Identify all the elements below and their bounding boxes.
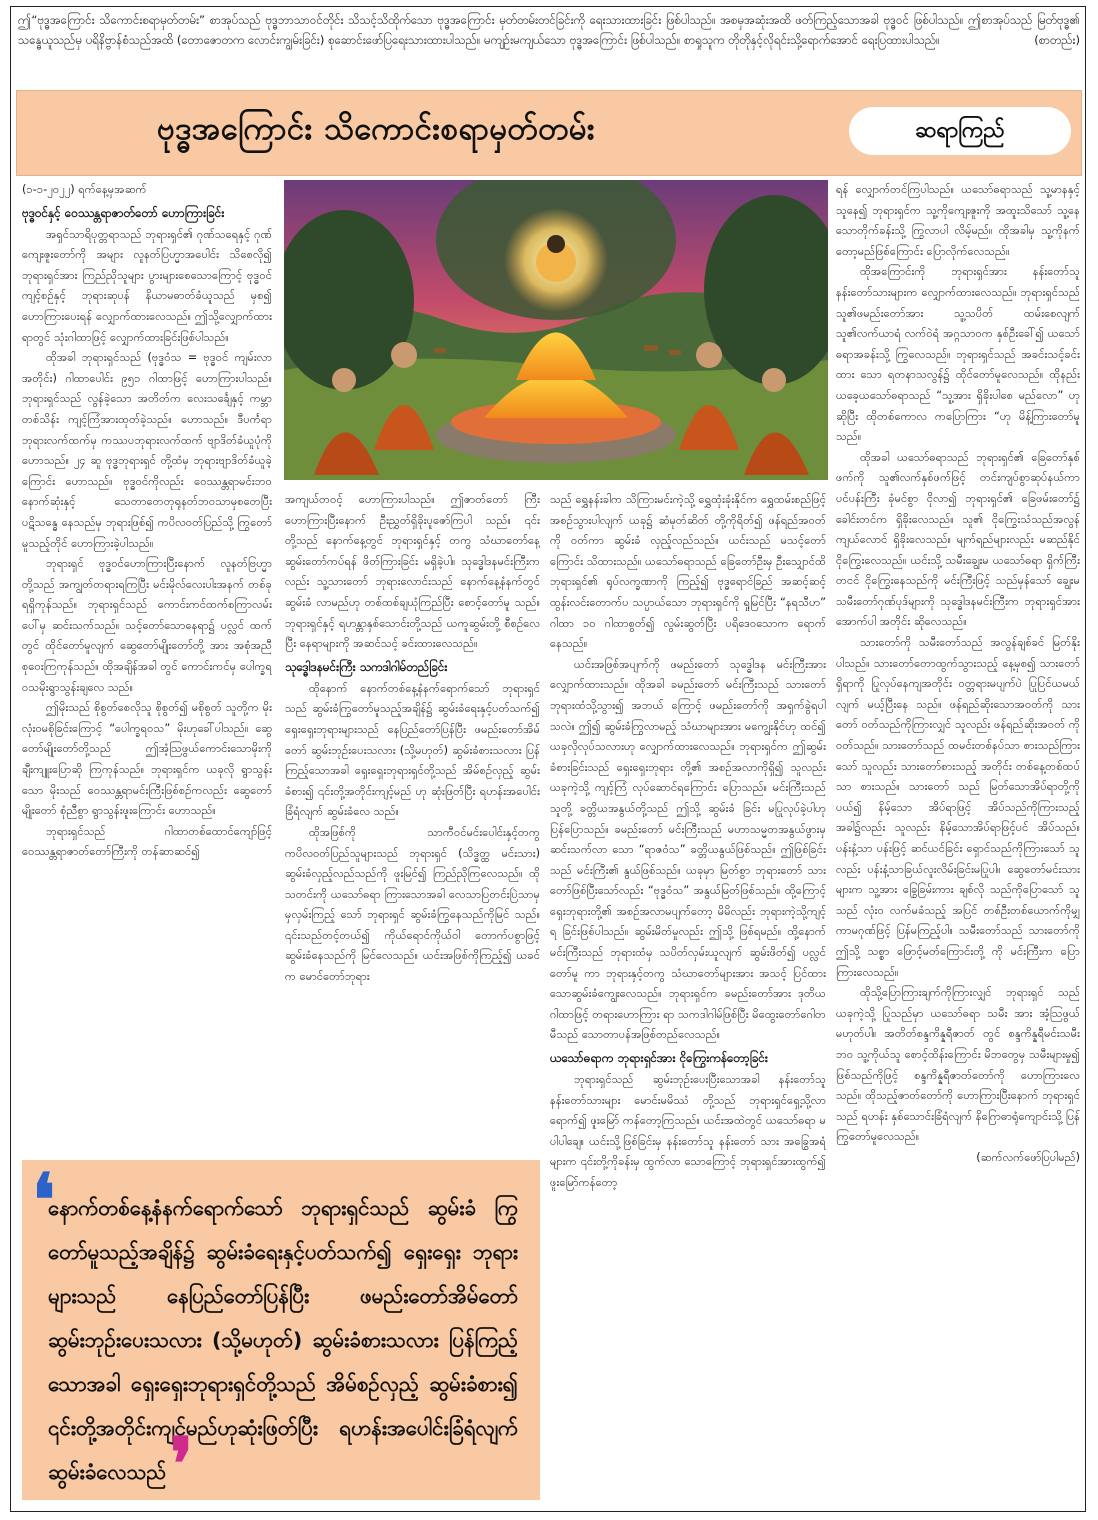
painting-illustration [284, 180, 828, 480]
author-badge [849, 107, 1071, 155]
paragraph: ရန် လျှောက်တင်ကြပါသည်။ ယသော်ဓရာသည် သူ့မာနနှင့်သူနေ၍ ဘုရားရှင်က သူ့ကိုကျေးဇူးကို အထူးသိသော် သူ့နေသောတိုက်ခန်းသို့ ကြွလာပါ လိမ့်မည်။ ထိုအခါမှ သူ့ကိုနက်တော့မည်ဖြစ်ကြောင်း ပြောလိုက်လေသည်။ [836, 183, 1080, 258]
column-3 [550, 490, 826, 1500]
paragraph: ထိုအဖြစ်ကို သာကီဝင်မင်းပေါင်းနှင့်တကွ ကပိလဝတ်ပြည်သူများသည် ဘုရားရှင် (သိဒ္ဓတ္ထ မင်းသား) ဆွမ်းခံလှည့်လည်သည်ကို ဖူးမြင်၍ ကြည်ညိုကြလေသည်။ ထိုသတင်းကို ယသော်ဓရာ ကြားသောအခါ လေသာပြတင်းပြဲသာမှမှလှမ်းကြည့် သော် ဘုရားရှင် ဆွမ်းခံကြွနေသည်ကိုမြင် သည်။ ၎င်းသည်တင့်တယ်၍ ကိုယ်ရောင်ကိုယ်ဝါ တောက်ပစွာဖြင့် ဆွမ်းခံနေသည်ကို မြင်လေသည်။ ယင်းအဖြစ်ကိုကြည့်၍ ယခင်က မောင်တော်ဘုရား [285, 825, 540, 984]
open-quote-icon: ❛ [32, 1157, 56, 1242]
section-heading: ဗုဒ္ဓဝင်နှင့် ဝေဿန္တရာဇာတ်တော် ဟောကြားခြင်း [22, 205, 225, 220]
intro-paragraph [18, 10, 1080, 50]
paragraph: ယင်းအဖြစ်အပျက်ကို ဖမည်းတော် သုဒ္ဓေါဒန မင်းကြီးအား လျှောက်ထားသည်။ ထိုအခါ ခမည်းတော် မင်းကြီးသည် သားတော်ဘုရားထံသို့သွား၍ အဘယ် ကြောင့် ဖမည်းတော်ကို အရှက်ခွဲရပါသလဲ။ ဤ၍ ဆွမ်းခံကြွလာမည့် သံဃာများအား မကျွေးနိုင်ဟု ထင်၍ ယခုလိုလုပ်သလားဟု လျှောက်ထားလေသည်။ ဘုရားရှင်က ဤဆွမ်းခံစားခြင်းသည် ရှေးရှေးဘုရား တို့၏ အစဉ်အလာကိုရှိ၍ သူလည်း ယခုကဲ့သို့ ကျင့်ကြံ လုပ်ဆောင်ရကြောင်း ပြောသည်။ မင်းကြီးသည် သူတို့ ခတ္တိယအနွယ်တို့သည် ဤသို့ ဆွမ်းခံ ခြင်း မပြုလုပ်ခဲ့ပါဟု ပြန်ပြောသည်။ ခမည်းတော် မင်းကြီးသည် မဟာသမ္မတအနွယ်ဖွားမှ ဆင်းသက်လာ သော “ရာဇဝံသ” ခတ္တိယနွယ်ဖြစ်သည်။ ဤဖြစ်ခြင်း သည် မင်းကြီး၏ နွယ်ဖြစ်သည်။ ယခုမှာ မြတ်စွာ ဘုရားတော် သားတော်ဖြစ်ပြီးသော်လည်း “ဗုဒ္ဓဝံသ” အနွယ်မြတ်ဖြစ်သည်။ ထို့ကြောင့် ရှေးဘုရားတို့၏ အစဉ်အလာမပျက်တော့ မိမိလည်း ဘုရားကဲ့သို့ကျင့်ရ ခြင်းဖြစ်ပါသည်။ ဆွမ်းမိတ်မှုလည်း ဤသို့ ဖြစ်ရမည်။ ထို့နောက် မင်းကြီးသည် ဘုရားထံမှ သပိတ်လှမ်းယူလျက် ဆွမ်းဖိတ်၍ ပလ္လင်တော်မူ ကာ ဘုရားနှင့်တကွ သံဃာတော်များအား အသင့် ပြင်ထားသောဆွမ်းခံကျွေးလေသည်။ ဘုရားရှင်က ခမည်းတော်အား ဒုတိယဂါထာဖြင့် တရားဟောကြား ရာ သကဒါဂါမ်ဖြစ်ပြီး မိထွေးတော်ဂေါတမီသည် သောတာပန်အဖြစ်တည်လေသည်။ [550, 657, 826, 1042]
paragraph: ထိုအခါ ယသော်ဓရာသည် ဘုရားရှင်၏ ခြေတော်နှစ်ဖက်ကို သူ၏လက်နှစ်ဖက်ဖြင့် တင်းကျပ်စွာဆုပ်နယ်ကာ ပင်ပန်းကြီး ခုံမင်စွာ ငိုလာ၍ ဘုရားရှင်၏ ခြေဖမ်းတော်၌ ခေါင်းတင်က ရှိခိုးလေသည်။ သူ၏ ငိုကြွေးသံသည်အလွန်ကျယ်လောင် ရှိခိုးလေသည်။ မျက်ရည်များလည်း မဆည်နိုင် ငိုကြွေးလေသည်။ ယင်းသို့ သမီးချွေးမ ယသော်ဓရာ ရှိက်ကြီးတငင် ငိုကြွေးနေသည်ကို မင်းကြီးဖြင့် သည်မှန်သော် ချွေးမသမီးတော်ဂုဏ်ပုဒ်များကို သုဒ္ဓေါဒနမင်းကြီးက ဘုရားရှင်အား အောက်ပါ အတိုင်း ဆိုလေသည်။ [836, 450, 1080, 629]
paragraph: ဤမိုးသည် စိုစွတ်စေလိုသူ စိုစွတ်၍ မစိုစွတ် သူတို့က မိုးလုံးဝမစိုခြင်းကြောင့် “ပေါက္ခရဝသ” မိုးဟုခေါ်ပါသည်။ ဆွေတော်မျိုးတော်တို့သည် ဤအံ့သြဖွယ်ကောင်းသောမိုးကို ချီးကျူးပြောဆို ကြကုန်သည်။ ဘုရားရှင်က ယခုလို ရွာသွန်းသော မိုးသည် ဝေဿန္တရာမင်းကြီးဖြစ်စဉ်ကလည်း ဆွေတော်မျိုးတော် စုံညီစွာ ရွာသွန်းဖူးကြောင်း ဟောသည်။ [22, 701, 272, 818]
paragraph: ထိုသို့ပြောကြားချက်ကိုကြားလျှင် ဘုရားရှင် သည် ယခုကဲ့သို့ ပြုသည်မှာ ယသော်ဓရာ သမီး အား အံ့သြဖွယ်မဟုတ်ပါ။ အတိတ်စန္ဒကိန္နရီဇာတ် တွင် စန္ဒကိန္နရီမင်းသမီးဘဝ သူ့ကိုယ်သူ စောင့်ထိန်းကြောင်း မိဘတွေမှ သမီးများမှု၍ ဖြစ်သည်ကိုဖြင့် စန္ဒကိန္နရီဇာတ်တော်ကို ဟောကြားလေသည်။ ထိုသည့်ဇာတ်တော်ကို ဟောကြားပြီးနောက် ဘုရားရှင်သည် ရဟန်း နှစ်သောင်းခြံရံလျက် နိဂြောဓာရုံကျောင်းသို့ ပြန်ကြွတော်မူလေသည်။ [836, 986, 1080, 1144]
title-banner [16, 90, 1082, 176]
close-quote-icon: ❜ [170, 1421, 194, 1506]
to-be-continued: (ဆက်လက်ဖော်ပြပါမည်) [976, 1150, 1080, 1164]
column-4 [836, 180, 1080, 1506]
paragraph: အရှင်သာရိပုတ္တရာသည် ဘုရားရှင်၏ ဂုဏ်သရေနှင့် ဂုဏ်ကျေးဇူးတော်ကို အများ လူနတ်ပြဟ္မာအပေါင်း သိစေလို၍ ဘုရားရှင်အား ကြည်ညိုသူများ ပွားများစေသောကြောင့် ဗုဒ္ဓဝင် ကျင့်စဉ်နှင့် ဘုရားဆုပန် နိယာမဓာတ်ခံယူသည် မှစ၍ ဟောကြားပေးရန် လျှောက်ထားလေသည်။ ဤသို့လျှောက်ထားရာတွင် သုံးဂါထာဖြင့် လျှောက်ထားခြင်းဖြစ်ပါသည်။ [22, 227, 272, 344]
pull-quote-text: နောက်တစ်နေ့နံနက်ရောက်သော် ဘုရားရှင်သည် ဆွမ်းခံ ကြွတော်မူသည့်အချိန်၌ ဆွမ်းခံရေးနှင့်ပတ်သက်၍ ရှေးရှေး ဘုရားများသည် နေပြည်တော်ပြန်ပြီး ဖမည်းတော်အိမ်တော် ဆွမ်းဘုဉ်းပေးသလား (သို့မဟုတ်) ဆွမ်းခံစားသလား ပြန်ကြည့် သောအခါ ရှေးရှေးဘုရားရှင်တို့သည် အိမ်စဉ်လှည့် ဆွမ်းခံစား၍ ၎င်းတို့အတိုင်းကျင့်မည်ဟုဆုံးဖြတ်ပြီး ရဟန်းအပေါင်းခြံရံလျက် ဆွမ်းခံလေသည် [48, 1196, 518, 1484]
paragraph: ထိုနောက် နောက်တစ်နေ့နံနက်ရောက်သော် ဘုရားရှင်သည် ဆွမ်းခံကြွတော်မူသည့်အချိန်၌ ဆွမ်းခံရေးနှင့်ပတ်သက်၍ ရှေးရှေးဘုရားများသည် နေပြည်တော်ပြန်ပြီး ဖမည်းတော်အိမ်တော် ဆွမ်းဘုဉ်းပေးသလား (သို့မဟုတ်) ဆွမ်းခံစားသလား ပြန်ကြည့်သောအခါ ရှေးရှေးဘုရားရှင်တို့သည် အိမ်စဉ်လှည့် ဆွမ်းခံစား၍ ၎င်းတို့အတိုင်းကျင့်မည် ဟု ဆုံးဖြတ်ပြီး ရဟန်းအပေါင်းခြံရံလျက် ဆွမ်းခံလေ သည်။ [285, 681, 540, 819]
pull-quote-box [22, 1157, 540, 1506]
paragraph: ဘုရားရှင် ဗုဒ္ဓဝင်ဟောကြားပြီးနောက် လူနတ်ဗြဟ္မာတို့သည် အကျွတ်တရားရကြပြီး မင်းမိုလ်လေးပါးအနက် တစ်ခုရရှိကုန်သည်။ ဘုရားရှင်သည် ကောင်းကင်ထက်စကြာလမ်းပေါ်မှ ဆင်းသက်သည်။ သင့်တော်သောနေရာ၌ ပလ္လင် ထက်တွင် ထိုင်တော်မူလျက် ဆွေတော်မျိုးတော်တို့ အား အစုံအညီစုဝေးကြကုန်သည်။ ထိုအချိန်အခါ တွင် ကောင်းကင်မှ ပေါက္ခရဝသမိုးရွာသွန်းချလေ သည်။ [22, 557, 272, 694]
paragraph: ထိုအကြောင်းကို ဘုရားရှင်အား နန်းတော်သူ နန်းတော်သားများက လျှောက်ထားလေသည်။ ဘုရားရှင်သည် သူ၏ဖမည်းတော်အား သူ့သပိတ် ထမ်းစေလျက် သူ၏လက်ယာရံ လက်ဝဲရံ အဂ္ဂသာဝက နှစ်ဦးခေါ်၍ ယသော်ဓရာအခန်းသို့ ကြွလေသည်။ ဘုရားရှင်သည် အခင်းသင့်ခင်းထား သော ရတနာသလွန်၌ ထိုင်တော်မူလေသည်။ ထိုနည်း ယခေ့ယသော်ဓရာသည် “သူ့အား ရှိခိုးပါစေ မည်လော” ဟု ဆိုပြီး ထိုတစ်ကောလ ကပြောကြား “ဟု မိန့်ကြားတော်မူသည်။ [836, 265, 1080, 444]
article-title: ဗုဒ္ဓအကြောင်း သိကောင်းစရာမှတ်တမ်း [157, 111, 596, 147]
section-heading: ယသော်ဓရာက ဘုရားရှင်အား ငိုကြွေးကန်တော့ခြင်း [550, 1051, 768, 1066]
intro-text: ဤ“ဗုဒ္ဓအကြောင်း သိကောင်းစရာမှတ်တမ်း” စာအုပ်သည် ဗုဒ္ဓဘာသာဝင်တိုင်း သိသင့်သိထိုက်သော ဗုဒ္ဓအကြောင်း မှတ်တမ်းတင်ခြင်းကို ရေးသားထားခြင်း ဖြစ်ပါသည်။ အစမှအဆုံးအထိ ဖတ်ကြည့်သောအခါ ဗုဒ္ဓဝင် ဖြစ်ပါသည်။ ဤစာအုပ်သည် မြတ်ဗုဒ္ဓ၏ သန္ဓေယူသည်မှ ပရိနိဗ္ဗာန်စံသည်အထိ (တောဇောတက လောင်းကျွမ်းခြင်း) စုဆောင်းဖော်ပြရေးသားထားပါသည်။ မကျဉ်းမကျယ်သော ဗုဒ္ဓအကြောင်း ဖြစ်ပါသည်။ စာရှုသူက တိုတိုနှင့်လိုရင်းသို့ရောက်အောင် ရေးပြထားပါသည်။ [18, 13, 1080, 47]
paragraph: ထိုအခါ ဘုရားရှင်သည် (ဗုဒ္ဓဝံသ = ဗုဒ္ဓဝင် ကျမ်းလာအတိုင်း) ဂါထာပေါင်း ၉၅၁ ဂါထာဖြင့် ဟောကြားပါသည်။ ဘုရားရှင်သည် လွန်ခဲ့သော အတိတ်က လေးသင်္ချေနှင့် ကမ္ဘာတစ်သိန်း ကျင့်ကြံအားထုတ်ခဲ့သည်။ ဟောသည်။ ဒီပင်္ကရာ ဘုရားလက်ထက်မှ ကဿပဘုရားလက်ထက် ဗျာဒိတ်ခံယူပုံကိုဟောသည်။ ၂၄ ဆူ ဗုဒ္ဓဘုရားရှင် တို့ထံမှ ဘုရားဗျာဒိတ်ခံယူခဲ့ကြောင်း ဟောသည်။ ဗုဒ္ဓဝင်ကိုလည်း ဝေဿန္တရာမင်းဘဝနောက်ဆုံးနှင့် သေတာတေတုရုနတ်ဘဝသာမှစတေပြီး ပဋိသန္ဓေ နေသည်မှ ဘုရားဖြစ်၍ ကပိလဝတ်ပြည်သို့ ကြွတော်မူသည့်တိုင် ဟောကြားခဲ့ပါသည်။ [22, 351, 272, 550]
intro-signature: (စာတည်း) [1034, 33, 1080, 47]
continued-from-line: (၁-၁-၂၀၂၂) ရက်နေ့မှအဆက် [22, 183, 147, 196]
author-name: ဆရာကြည် [915, 117, 1005, 143]
section-heading: သုဒ္ဓေါဒနမင်းကြီး သကဒါဂါမ်တည်ခြင်း [285, 659, 448, 674]
buddha-painting-image [284, 180, 828, 480]
paragraph: သားတော်ကို သမီးတော်သည် အလွန်ချစ်ခင် မြတ်နိုးပါသည်။ သားတော်တောထွက်သွားသည့် နေ့မှစ၍ သားတော်ရှိရာကို ပြုလုပ်နေကျအတိုင်း ဝတ္တရားမပျက်ပဲ ပြုပြင်ယမယ်လျက် မယ့်ပြီးနေ သည်။ ဖန်ရည်ဆိုးသောအဝတ်ကို သားတော် ဝတ်သည်ကိုကြားလျှင် သူလည်း ဖန်ရည်ဆိုးအဝတ် ကိုဝတ်သည်။ သားတော်သည် ထမင်းတစ်နပ်သာ စားသည်ကြားသော် သူလည်း သားတော်စားသည့် အတိုင်း တစ်နေ့တစ်ထပ်သာ စားသည်။ သားတော် သည် မြတ်သောအိပ်ရာတို့ကိုပယ်၍ နိမ့်သော အိပ်ရာဖြင့် အိပ်သည်ကိုကြားသည့်အခါ၌လည်း သူလည်း နိမ့်သောအိပ်ရာဖြင့်ပင် အိပ်သည်။ ပန်းနံ့သာ ပန်းဖြင့် ဆင်ယင်ခြင်း ရှောင်သည်ကိုကြားသော် သူလည်း ပန်းနံ့သာခြယ်လူးလိမ်းခြင်းမပြုပါ။ ဆွေတော်မင်းသားများက သူ့အား ခြွေခြမ်းကား ချစ်လို သည်ကိုပြောသော် သူသည် လုံးဝ လက်မခံသည့် အပြင် တစ်ဦးတစ်ယောက်ကိုမျှ ကာမဂုဏ်ဖြင့် ပြန်မကြည့်ပါ။ သမီးတော်သည် သားတော်ကို ဤသို့ သစ္စာ ဖြောင့်မတ်ကြောင်းတို့ ကို မင်းကြီးက ပြောကြားလေသည်။ [836, 636, 1080, 979]
column-1 [22, 180, 272, 1150]
paragraph: ဘုရားရှင်သည် ဆွမ်းဘုဉ်းပေးပြီးသောအခါ နန်းတော်သူ နန်းတော်သားများ မောင်းမမိဿံ တို့သည် ဘုရားရှင်ရှေ့သို့လာရောက်၍ ဖူးမြော် ကန်တော့ကြသည်။ ယင်းအထဲတွင် ယသော်ဓရာ မပါပါချေ။ ယင်းသို့ဖြစ်ခြင်းမှ နန်းတော်သူ နန်းတော် သား အခြွေအရံများက ၎င်းတို့ကိုခန်းမှ ထွက်လာ သောကြောင့် ဘုရားရှင်အားထွက်၍ ဖူးမြော်ကန်တော့ [550, 1073, 826, 1189]
paragraph: အကျယ်တဝင့် ဟောကြားပါသည်။ ဤဇာတ်တော် ကြီး ဟောကြားပြီးနောက် ဦးညွှတ်ရှိခိုးပူဇော်ကြပါ သည်။ ၎င်းတို့သည် နောက်နေ့တွင် ဘုရားရှင်နှင့် တကွ သံဃာတော်နေ့ဆွမ်းတော်ကပ်ရန် ဖိတ်ကြားခြင်း မရှိခဲ့ပါ။ သုဒ္ဓေါဒနမင်းကြီးကလည်း သူ့သားတော် ဘုရားလောင်းသည် နောက်နေ့နံနက်တွင် ဆွမ်းခံ လာမည်ဟု တစ်ထစ်ချယုံကြည်ပြီး စောင့်တော်မူ သည်။ ဘုရားရှင်နှင့် ရဟန္တာနှစ်သောင်းတို့သည် ယကူဆွမ်းတို့ စီစဉ်လေပြီး နေရာများကို အဆင်သင့် ခင်းထားလေသည်။ [285, 493, 540, 651]
paragraph: ဘုရားရှင်သည် ဂါထာတစ်ထောင်ကျော်ဖြင့် ဝေဿန္တရာဇာတ်တော်ကြီးကို တန်ဆာဆင်၍ [22, 824, 272, 859]
paragraph: သည် ရွှေနန်းခါက သိကြားမင်းကဲ့သို့ ရွှေထုံးခုံးနိုင်က ရွှေထမ်းစည်ဖြင့် အစဉ်သွားပါလျက် ယခု၌ ဆံမုတ်ဆိတ် တို့ကိုရိတ်၍ ဖန်ရည်အဝတ်ကို ဝတ်ကာ ဆွမ်းခံ လှည့်လည်သည်။ ယင်းသည် မသင့်တော်ကြောင်း သိထားသည်။ ယသော်ဓရာသည် ခြေတော်ဦးမှ ဦးသျှောင်ထိ ဘုရားရှင်၏ ရုပ်လက္ခဏာကို ကြည့်၍ ဗုဒ္ဓရောင်ခြည် အဆင့်ဆင့် ထွန်းလင်းတောက်ပ သပ္ပာယ်သော ဘုရားရှင်ကို ရှုမြင်ပြီး “နရသီဟ” ဂါထာ ၁၀ ဂါထာစွတ်၍ လွမ်းဆွတ်ပြီး ပရိဒေဝသောက ရောက်နေသည်။ [550, 493, 826, 651]
